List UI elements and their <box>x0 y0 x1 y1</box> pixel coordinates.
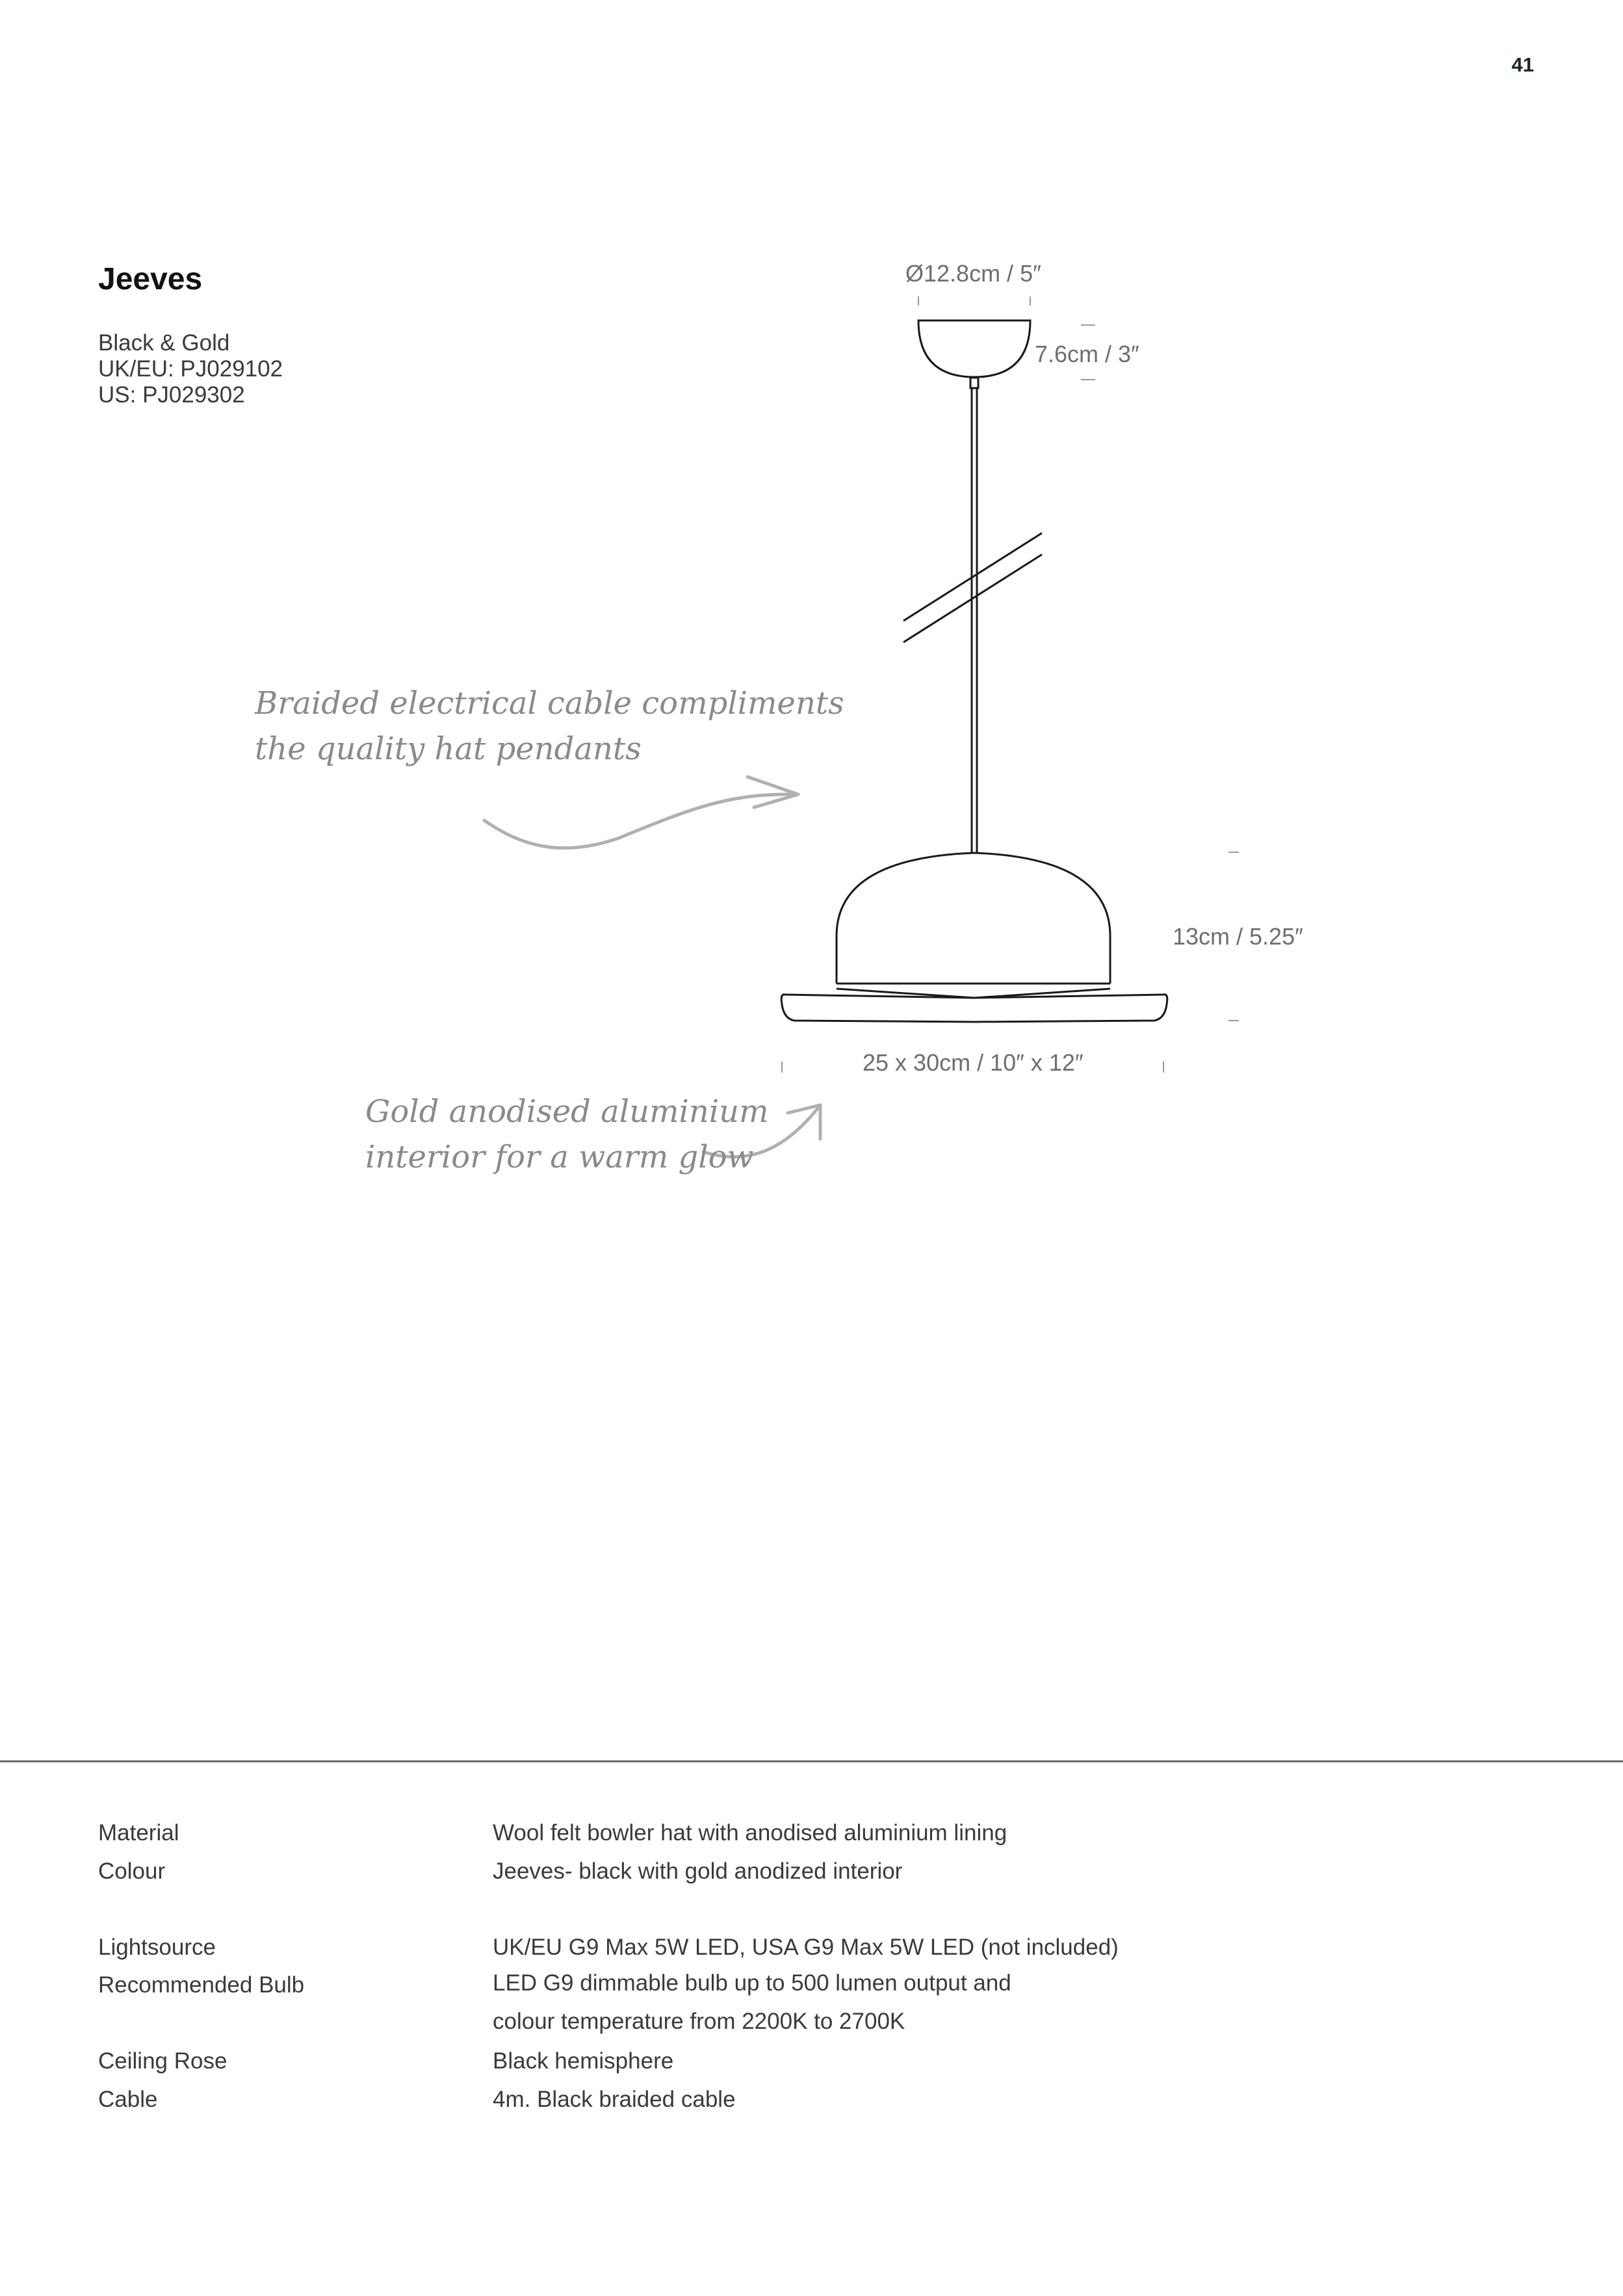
shade-crown <box>837 853 1110 984</box>
note-cable-line-1: Braided electrical cable compliments <box>255 685 844 722</box>
cable-connector <box>970 378 978 388</box>
product-code-us: US: PJ029302 <box>98 382 245 408</box>
spec-value: Black hemisphere <box>493 2048 674 2074</box>
spec-value: Wool felt bowler hat with anodised aluminium lining <box>493 1820 1007 1846</box>
note-cable <box>255 681 844 772</box>
note-interior <box>365 1089 769 1180</box>
spec-label: Recommended Bulb <box>98 1972 305 1998</box>
dim-ceiling-rose-height: 7.6cm / 3″ <box>1035 341 1139 367</box>
spec-value-line: LED G9 dimmable bulb up to 500 lumen output and <box>493 1970 1011 1996</box>
arrow-cable-head <box>747 777 798 807</box>
spec-label: Colour <box>98 1858 166 1884</box>
product-code-uk-eu: UK/EU: PJ029102 <box>98 356 283 382</box>
dim-shade-width: 25 x 30cm / 10″ x 12″ <box>863 1049 1084 1076</box>
spec-label: Lightsource <box>98 1934 216 1960</box>
spec-value-line: colour temperature from 2200K to 2700K <box>493 2008 905 2034</box>
spec-value: Jeeves- black with gold anodized interior <box>493 1858 903 1884</box>
spec-label: Cable <box>98 2086 158 2112</box>
product-title: Jeeves <box>98 262 203 296</box>
spec-label: Material <box>98 1820 179 1846</box>
note-interior-line-1: Gold anodised aluminium <box>365 1093 769 1130</box>
ceiling-rose <box>918 320 1030 377</box>
dim-shade-height: 13cm / 5.25″ <box>1173 923 1303 950</box>
spec-value: UK/EU G9 Max 5W LED, USA G9 Max 5W LED (not included) <box>493 1934 1119 1960</box>
spec-label: Ceiling Rose <box>98 2048 227 2074</box>
arrow-cable-curve <box>484 794 796 848</box>
page-number: 41 <box>1511 53 1534 76</box>
spec-value: 4m. Black braided cable <box>493 2086 736 2112</box>
dim-ceiling-rose-diameter: Ø12.8cm / 5″ <box>905 260 1041 287</box>
product-finish: Black & Gold <box>98 330 230 356</box>
note-cable-line-2: the quality hat pendants <box>255 731 642 767</box>
spec-value-multiline <box>493 1964 1011 2041</box>
section-divider <box>0 1760 1623 1762</box>
note-interior-line-2: interior for a warm glow <box>365 1139 754 1175</box>
